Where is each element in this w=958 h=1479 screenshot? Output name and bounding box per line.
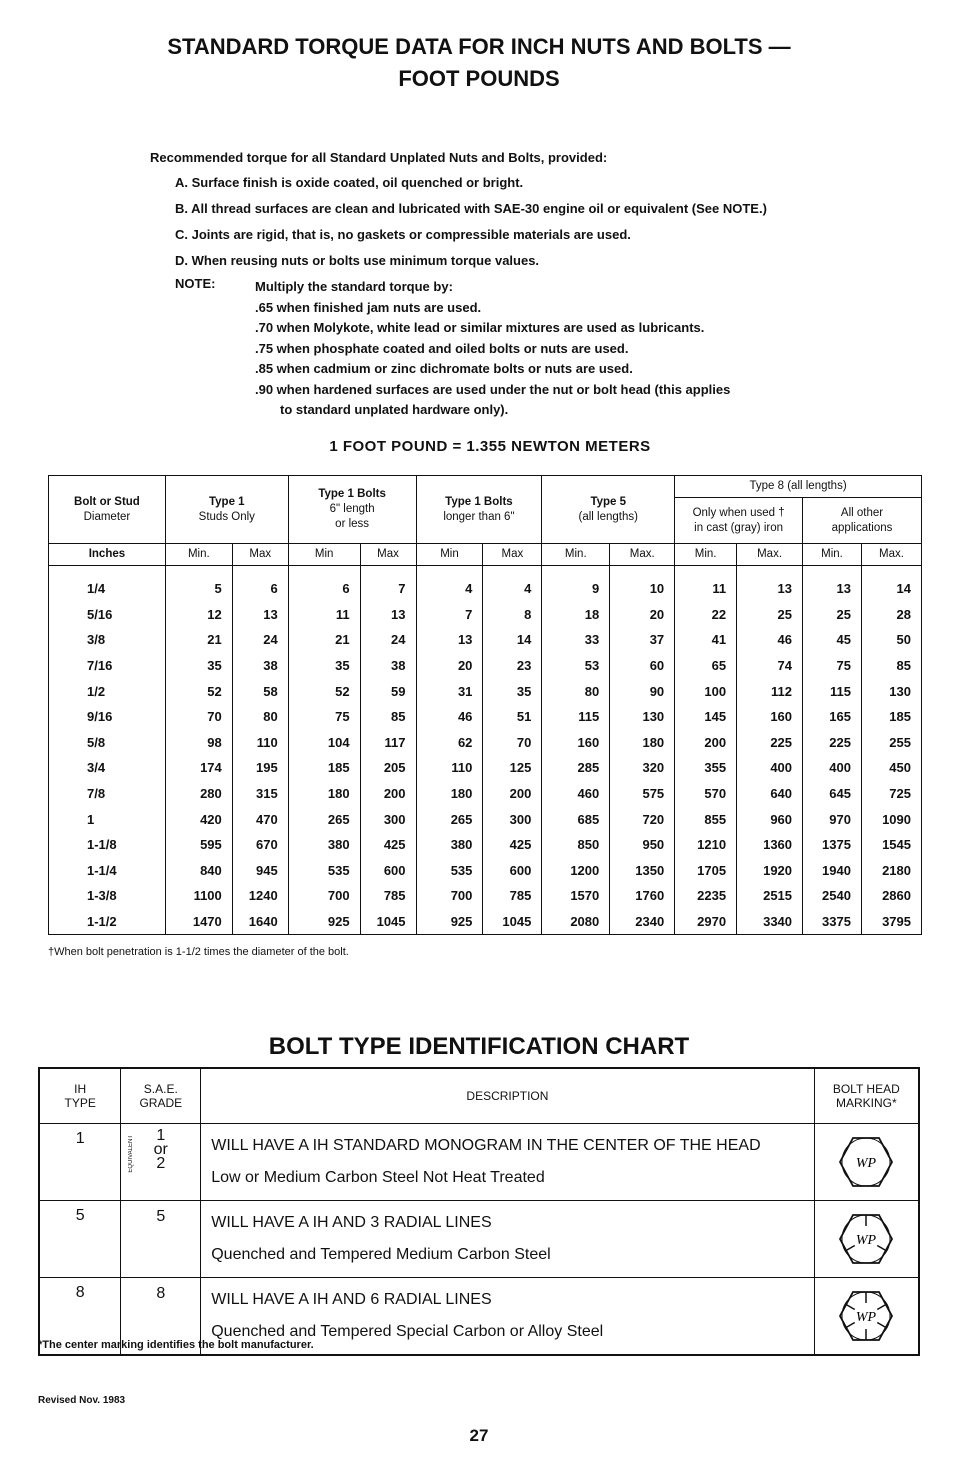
torque-cell: 6 [288, 566, 360, 602]
note-item: .70 when Molykote, white lead or similar mixtures are used as lubricants. [255, 320, 705, 335]
torque-cell: 13 [416, 627, 483, 653]
notes-list [255, 277, 730, 421]
torque-cell: 45 [803, 627, 862, 653]
torque-cell: 180 [416, 781, 483, 807]
torque-cell: 125 [483, 755, 542, 781]
torque-cell: 13 [360, 602, 416, 628]
torque-cell: 265 [416, 806, 483, 832]
header-type8: Type 8 (all lengths) [675, 476, 922, 498]
torque-cell: 670 [232, 832, 288, 858]
torque-cell: 450 [861, 755, 921, 781]
ih-type: 1 [39, 1124, 121, 1201]
table-row [49, 678, 922, 704]
torque-cell: 21 [288, 627, 360, 653]
torque-cell: 300 [483, 806, 542, 832]
subheader-max: Max [483, 544, 542, 566]
marking-description: WILL HAVE A IH AND 6 RADIAL LINES [211, 1291, 492, 1308]
table-row [49, 566, 922, 602]
torque-cell: 420 [165, 806, 232, 832]
torque-cell: 205 [360, 755, 416, 781]
torque-cell: 1570 [542, 883, 610, 909]
torque-cell: 110 [416, 755, 483, 781]
sae-grade: or [153, 1141, 168, 1158]
header-ih-type: IH TYPE [39, 1068, 121, 1124]
torque-cell: 24 [232, 627, 288, 653]
torque-cell: 31 [416, 678, 483, 704]
diameter-cell: 3/8 [49, 627, 166, 653]
torque-cell: 1360 [737, 832, 803, 858]
torque-cell: 3340 [737, 909, 803, 935]
torque-cell: 14 [861, 566, 921, 602]
torque-cell: 950 [610, 832, 675, 858]
torque-cell: 645 [803, 781, 862, 807]
torque-cell: 4 [483, 566, 542, 602]
sae-grade: 8 [156, 1285, 166, 1302]
header-type1-short: Type 1 Bolts 6" length or less [288, 476, 416, 544]
torque-cell: 50 [861, 627, 921, 653]
diameter-cell: 1-1/2 [49, 909, 166, 935]
torque-cell: 255 [861, 730, 921, 756]
note-item: to standard unplated hardware only). [280, 402, 509, 417]
sae-grade: 5 [156, 1208, 166, 1225]
torque-cell: 700 [416, 883, 483, 909]
torque-cell: 315 [232, 781, 288, 807]
diameter-cell: 1-1/8 [49, 832, 166, 858]
torque-cell: 1350 [610, 858, 675, 884]
torque-cell: 185 [288, 755, 360, 781]
diameter-cell: 7/8 [49, 781, 166, 807]
torque-cell: 400 [803, 755, 862, 781]
torque-cell: 470 [232, 806, 288, 832]
torque-cell: 700 [288, 883, 360, 909]
note-item: .90 when hardened surfaces are used under the nut or bolt head (this applies [255, 381, 731, 397]
diameter-cell: 3/4 [49, 755, 166, 781]
torque-cell: 35 [483, 678, 542, 704]
table-row [49, 883, 922, 909]
page-subtitle: FOOT POUNDS [398, 66, 560, 91]
torque-cell: 380 [416, 832, 483, 858]
torque-cell: 1100 [165, 883, 232, 909]
note-label: NOTE: [175, 276, 216, 291]
torque-cell: 22 [675, 602, 737, 628]
diameter-cell: 1-1/4 [49, 858, 166, 884]
torque-cell: 90 [610, 678, 675, 704]
steel-description: Quenched and Tempered Special Carbon or Alloy Steel [211, 1323, 604, 1340]
bolt-head-marking-icon [836, 1132, 896, 1192]
torque-cell: 165 [803, 704, 862, 730]
torque-cell: 1045 [483, 909, 542, 935]
diameter-cell: 1/2 [49, 678, 166, 704]
torque-cell: 11 [675, 566, 737, 602]
torque-cell: 25 [737, 602, 803, 628]
torque-cell: 575 [610, 781, 675, 807]
table-row [49, 627, 922, 653]
diameter-cell: 1-3/8 [49, 883, 166, 909]
torque-cell: 1705 [675, 858, 737, 884]
torque-cell: 970 [803, 806, 862, 832]
torque-cell: 59 [360, 678, 416, 704]
torque-cell: 41 [675, 627, 737, 653]
torque-cell: 2515 [737, 883, 803, 909]
torque-cell: 225 [803, 730, 862, 756]
diameter-cell: 9/16 [49, 704, 166, 730]
diameter-cell: 1 [49, 806, 166, 832]
steel-description: Low or Medium Carbon Steel Not Heat Treated [211, 1169, 545, 1186]
torque-cell: 945 [232, 858, 288, 884]
diameter-cell: 1/4 [49, 566, 166, 602]
torque-cell: 1375 [803, 832, 862, 858]
torque-cell: 300 [360, 806, 416, 832]
torque-cell: 9 [542, 566, 610, 602]
torque-cell: 70 [165, 704, 232, 730]
torque-cell: 58 [232, 678, 288, 704]
torque-cell: 130 [610, 704, 675, 730]
torque-cell: 115 [542, 704, 610, 730]
header-type8-other: All other applications [803, 498, 922, 544]
torque-cell: 100 [675, 678, 737, 704]
torque-cell: 570 [675, 781, 737, 807]
torque-cell: 7 [416, 602, 483, 628]
torque-cell: 3795 [861, 909, 921, 935]
torque-cell: 1940 [803, 858, 862, 884]
torque-cell: 85 [360, 704, 416, 730]
torque-cell: 2970 [675, 909, 737, 935]
torque-cell: 52 [165, 678, 232, 704]
subheader-min: Min. [542, 544, 610, 566]
subheader-min: Min. [675, 544, 737, 566]
bolt-head-marking-icon [836, 1286, 896, 1346]
subheader-min: Min [416, 544, 483, 566]
torque-cell: 425 [360, 832, 416, 858]
torque-cell: 1045 [360, 909, 416, 935]
subheader-max: Max. [861, 544, 921, 566]
header-type1-studs: Type 1 Studs Only [165, 476, 288, 544]
torque-cell: 85 [861, 653, 921, 679]
table-row [49, 781, 922, 807]
condition-item: C. Joints are rigid, that is, no gaskets or compressible materials are used. [175, 227, 631, 242]
diameter-cell: 5/16 [49, 602, 166, 628]
torque-cell: 28 [861, 602, 921, 628]
torque-cell: 1240 [232, 883, 288, 909]
torque-cell: 1920 [737, 858, 803, 884]
torque-cell: 11 [288, 602, 360, 628]
torque-cell: 65 [675, 653, 737, 679]
subheader-min: Min. [803, 544, 862, 566]
torque-cell: 174 [165, 755, 232, 781]
torque-cell: 35 [165, 653, 232, 679]
table-row [49, 730, 922, 756]
torque-cell: 1760 [610, 883, 675, 909]
torque-cell: 2860 [861, 883, 921, 909]
torque-cell: 280 [165, 781, 232, 807]
header-inches: Inches [49, 544, 166, 566]
header-type1-long: Type 1 Bolts longer than 6" [416, 476, 542, 544]
bolt-chart-title: BOLT TYPE IDENTIFICATION CHART [268, 1033, 690, 1060]
torque-cell: 785 [483, 883, 542, 909]
torque-cell: 785 [360, 883, 416, 909]
conversion-note: 1 FOOT POUND = 1.355 NEWTON METERS [329, 438, 651, 455]
torque-cell: 75 [803, 653, 862, 679]
torque-cell: 14 [483, 627, 542, 653]
torque-cell: 13 [803, 566, 862, 602]
torque-cell: 160 [542, 730, 610, 756]
torque-cell: 10 [610, 566, 675, 602]
torque-cell: 425 [483, 832, 542, 858]
header-type5: Type 5 (all lengths) [542, 476, 675, 544]
conditions-list [175, 170, 767, 274]
torque-cell: 20 [416, 653, 483, 679]
table-row [49, 755, 922, 781]
torque-cell: 8 [483, 602, 542, 628]
note-item: .75 when phosphate coated and oiled bolts or nuts are used. [255, 340, 629, 356]
torque-cell: 130 [861, 678, 921, 704]
header-description: DESCRIPTION [201, 1068, 814, 1124]
note-item: .85 when cadmium or zinc dichromate bolts or nuts are used. [255, 361, 633, 376]
torque-cell: 160 [737, 704, 803, 730]
torque-cell: 925 [288, 909, 360, 935]
torque-cell: 640 [737, 781, 803, 807]
torque-cell: 13 [232, 602, 288, 628]
revision-date: Revised Nov. 1983 [38, 1395, 126, 1406]
steel-description: Quenched and Tempered Medium Carbon Steel [211, 1246, 551, 1263]
sae-grade: 1 [156, 1127, 166, 1144]
torque-cell: 35 [288, 653, 360, 679]
torque-cell: 38 [232, 653, 288, 679]
torque-cell: 110 [232, 730, 288, 756]
subheader-min: Min. [165, 544, 232, 566]
torque-cell: 2540 [803, 883, 862, 909]
condition-item: D. When reusing nuts or bolts use minimum torque values. [175, 253, 540, 268]
torque-cell: 200 [483, 781, 542, 807]
torque-cell: 850 [542, 832, 610, 858]
torque-cell: 53 [542, 653, 610, 679]
torque-cell: 2180 [861, 858, 921, 884]
torque-cell: 2235 [675, 883, 737, 909]
bolt-footnote: *The center marking identifies the bolt manufacturer. [38, 1339, 314, 1351]
torque-cell: 1470 [165, 909, 232, 935]
bolt-head-marking-icon [836, 1209, 896, 1269]
svg-text:WP: WP [856, 1156, 877, 1171]
table-row [49, 832, 922, 858]
torque-cell: 117 [360, 730, 416, 756]
torque-cell: 12 [165, 602, 232, 628]
bolt-type-row [39, 1201, 919, 1278]
torque-cell: 855 [675, 806, 737, 832]
torque-cell: 200 [360, 781, 416, 807]
torque-cell: 355 [675, 755, 737, 781]
table-row [49, 704, 922, 730]
marking-description: WILL HAVE A IH STANDARD MONOGRAM IN THE CENTER OF THE HEAD [211, 1137, 761, 1154]
torque-cell: 595 [165, 832, 232, 858]
torque-cell: 685 [542, 806, 610, 832]
torque-footnote: †When bolt penetration is 1-1/2 times the diameter of the bolt. [48, 946, 349, 958]
condition-item: B. All thread surfaces are clean and lubricated with SAE-30 engine oil or equivalent (See NOTE.) [175, 201, 767, 216]
page-title: STANDARD TORQUE DATA FOR INCH NUTS AND BOLTS — [167, 34, 791, 59]
torque-cell: 5 [165, 566, 232, 602]
torque-cell: 1090 [861, 806, 921, 832]
torque-cell: 1200 [542, 858, 610, 884]
header-marking: BOLT HEAD MARKING* [814, 1068, 919, 1124]
torque-cell: 24 [360, 627, 416, 653]
torque-cell: 46 [737, 627, 803, 653]
torque-cell: 98 [165, 730, 232, 756]
torque-cell: 180 [610, 730, 675, 756]
torque-cell: 600 [483, 858, 542, 884]
torque-cell: 25 [803, 602, 862, 628]
torque-cell: 1640 [232, 909, 288, 935]
torque-cell: 4 [416, 566, 483, 602]
torque-cell: 600 [360, 858, 416, 884]
equivalent-label: EQUIVALENT [128, 1135, 135, 1173]
svg-text:WP: WP [856, 1310, 877, 1325]
torque-cell: 3375 [803, 909, 862, 935]
torque-cell: 535 [416, 858, 483, 884]
bolt-type-row [39, 1124, 919, 1201]
torque-cell: 112 [737, 678, 803, 704]
torque-cell: 840 [165, 858, 232, 884]
torque-cell: 38 [360, 653, 416, 679]
table-row [49, 909, 922, 935]
note-item: .65 when finished jam nuts are used. [255, 299, 482, 315]
condition-item: A. Surface finish is oxide coated, oil quenched or bright. [175, 175, 524, 190]
torque-cell: 285 [542, 755, 610, 781]
header-type8-cast: Only when used † in cast (gray) iron [675, 498, 803, 544]
torque-cell: 225 [737, 730, 803, 756]
torque-cell: 400 [737, 755, 803, 781]
sae-grade: 2 [156, 1155, 166, 1172]
torque-cell: 720 [610, 806, 675, 832]
intro-text: Recommended torque for all Standard Unplated Nuts and Bolts, provided: [150, 150, 608, 165]
torque-cell: 46 [416, 704, 483, 730]
torque-cell: 33 [542, 627, 610, 653]
torque-cell: 80 [232, 704, 288, 730]
table-row [49, 806, 922, 832]
torque-cell: 104 [288, 730, 360, 756]
subheader-max: Max. [610, 544, 675, 566]
torque-table [48, 475, 922, 935]
header-sae-grade: S.A.E. GRADE [121, 1068, 201, 1124]
torque-cell: 60 [610, 653, 675, 679]
torque-cell: 185 [861, 704, 921, 730]
torque-cell: 725 [861, 781, 921, 807]
torque-cell: 2340 [610, 909, 675, 935]
note-item: Multiply the standard torque by: [255, 279, 453, 294]
torque-cell: 51 [483, 704, 542, 730]
torque-cell: 2080 [542, 909, 610, 935]
torque-cell: 1210 [675, 832, 737, 858]
torque-cell: 960 [737, 806, 803, 832]
torque-cell: 7 [360, 566, 416, 602]
torque-cell: 62 [416, 730, 483, 756]
torque-cell: 70 [483, 730, 542, 756]
ih-type: 5 [39, 1201, 121, 1278]
subheader-max: Max [232, 544, 288, 566]
torque-cell: 925 [416, 909, 483, 935]
table-row [49, 653, 922, 679]
ih-type: 8 [39, 1278, 121, 1356]
table-row [49, 602, 922, 628]
page-number: 27 [469, 1426, 489, 1445]
diameter-cell: 7/16 [49, 653, 166, 679]
torque-cell: 115 [803, 678, 862, 704]
subheader-max: Max [360, 544, 416, 566]
torque-cell: 6 [232, 566, 288, 602]
header-diameter: Bolt or Stud Diameter [49, 476, 166, 544]
torque-cell: 37 [610, 627, 675, 653]
torque-cell: 320 [610, 755, 675, 781]
torque-cell: 535 [288, 858, 360, 884]
torque-cell: 74 [737, 653, 803, 679]
torque-cell: 1545 [861, 832, 921, 858]
torque-cell: 460 [542, 781, 610, 807]
torque-cell: 20 [610, 602, 675, 628]
torque-cell: 21 [165, 627, 232, 653]
svg-text:WP: WP [856, 1233, 877, 1248]
torque-cell: 75 [288, 704, 360, 730]
torque-cell: 80 [542, 678, 610, 704]
table-row [49, 858, 922, 884]
torque-cell: 380 [288, 832, 360, 858]
torque-cell: 145 [675, 704, 737, 730]
torque-cell: 200 [675, 730, 737, 756]
bolt-identification-table [38, 1067, 920, 1356]
torque-cell: 52 [288, 678, 360, 704]
subheader-min: Min [288, 544, 360, 566]
torque-cell: 265 [288, 806, 360, 832]
torque-cell: 195 [232, 755, 288, 781]
torque-cell: 23 [483, 653, 542, 679]
torque-cell: 18 [542, 602, 610, 628]
marking-description: WILL HAVE A IH AND 3 RADIAL LINES [211, 1214, 492, 1231]
subheader-max: Max. [737, 544, 803, 566]
torque-cell: 13 [737, 566, 803, 602]
torque-cell: 180 [288, 781, 360, 807]
diameter-cell: 5/8 [49, 730, 166, 756]
